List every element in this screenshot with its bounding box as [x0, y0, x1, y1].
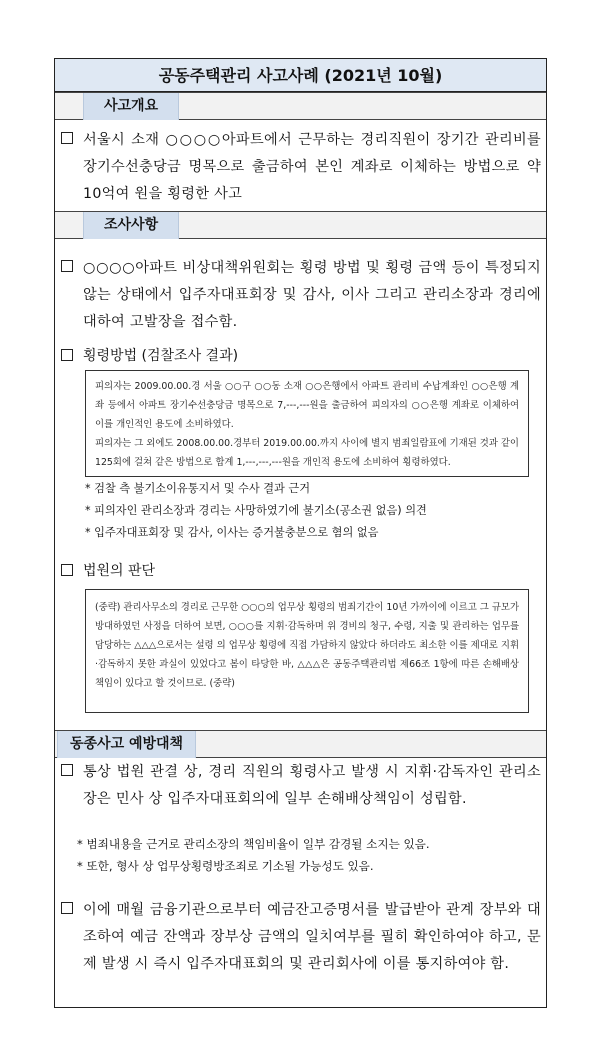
note-item: * 또한, 형사 상 업무상횡령방조죄로 기소될 가능성도 있음.: [77, 859, 374, 873]
note-item: * 입주자대표회장 및 감사, 이사는 증거불충분으로 혐의 없음: [85, 526, 379, 539]
note-item: * 검찰 측 불기소이유통지서 및 수사 결과 근거: [85, 482, 311, 495]
prevention-item-2: [61, 897, 541, 978]
section-header-overview: [55, 92, 546, 120]
method-quote-para: 피의자는 그 외에도 2008.00.00.경부터 2019.00.00.까지 사이에 별지 범죄일람표에 기재된 것과 같이 125회에 걸쳐 같은 방법으로 합계 1,---,---,---원을 개인적 용도에 소비하여 횡령하였다.: [95, 438, 519, 468]
section-header-prevention: [55, 730, 546, 758]
section-heading: 사고개요: [83, 93, 179, 120]
court-label: 법원의 판단: [83, 563, 156, 579]
checkbox-square-icon: [61, 764, 73, 776]
prevention-text-2: 이에 매월 금융기관으로부터 예금잔고증명서를 발급받아 관계 장부와 대조하여 예금 잔액과 장부상 금액의 일치여부를 필히 확인하여야 하고, 문제 발생 시 즉시 입주자대표회의 및 관리회사에 이를 통지하여야 함.: [83, 902, 541, 972]
document-frame: [54, 58, 547, 1008]
method-notes: [85, 478, 535, 544]
page-title: 공동주택관리 사고사례 (2021년 10월): [55, 59, 546, 92]
checkbox-square-icon: [61, 564, 73, 576]
method-label: 횡령방법 (검찰조사 결과): [83, 348, 239, 364]
method-quote-box: [85, 370, 529, 477]
note-item: * 피의자인 관리소장과 경리는 사망하였기에 불기소(공소권 없음) 의견: [85, 504, 427, 517]
prevention-item-1: [61, 759, 541, 813]
checkbox-square-icon: [61, 260, 73, 272]
section-heading: 조사사항: [83, 212, 179, 239]
prevention-notes: [77, 833, 527, 877]
court-label-row: [61, 561, 155, 581]
method-quote-para: 피의자는 2009.00.00.경 서울 ○○구 ○○동 소재 ○○은행에서 아파트 관리비 수납계좌인 ○○은행 계좌 등에서 아파트 장기수선충당금 명목으로 7,---,---원을 출금하여 피의자의 ○○은행 계좌로 이체하여 이를 개인적인 용도에 소비하였다.: [95, 381, 519, 430]
note-item: * 범죄내용을 근거로 관리소장의 책임비율이 일부 감경될 소지는 있음.: [77, 837, 430, 851]
checkbox-square-icon: [61, 349, 73, 361]
court-quote-text: (중략) 관리사무소의 경리로 근무한 ○○○의 업무상 횡령의 범죄기간이 10년 가까이에 이르고 그 규모가 방대하였던 사정을 더하여 보면, ○○○를 지휘·감독하며 위 경비의 청구, 수령, 지출 및 관리하는 업무를 담당하는 △△△으로서는 설령 의 업무상 횡령에 직접 가담하지 않았다 하더라도 최소한 이를 제대로 지휘·감독하지 못한 과실이 있었다고 봄이 타당한 바, △△△은 공동주택관리법 제66조 1항에 따른 손해배상책임이 있다고 할 것이므로. (중략): [95, 602, 519, 689]
checkbox-square-icon: [61, 902, 73, 914]
court-quote-box: [85, 589, 529, 713]
section-header-investigation: [55, 211, 546, 239]
investigation-item: [61, 255, 541, 336]
investigation-text: ○○○○아파트 비상대책위원회는 횡령 방법 및 횡령 금액 등이 특정되지 않는 상태에서 입주자대표회장 및 감사, 이사 그리고 관리소장과 경리에 대하여 고발장을 접수함.: [83, 260, 541, 330]
overview-text: 서울시 소재 ○○○○아파트에서 근무하는 경리직원이 장기간 관리비를 장기수선충당금 명목으로 출금하여 본인 계좌로 이체하는 방법으로 약 10억여 원을 횡령한 사고: [83, 132, 541, 202]
overview-item: [61, 127, 541, 208]
checkbox-square-icon: [61, 132, 73, 144]
prevention-text-1: 통상 법원 관결 상, 경리 직원의 횡령사고 발생 시 지휘·감독자인 관리소장은 민사 상 입주자대표회의에 일부 손해배상책임이 성립함.: [83, 764, 541, 807]
method-label-row: [61, 346, 238, 366]
section-heading: 동종사고 예방대책: [57, 731, 196, 758]
